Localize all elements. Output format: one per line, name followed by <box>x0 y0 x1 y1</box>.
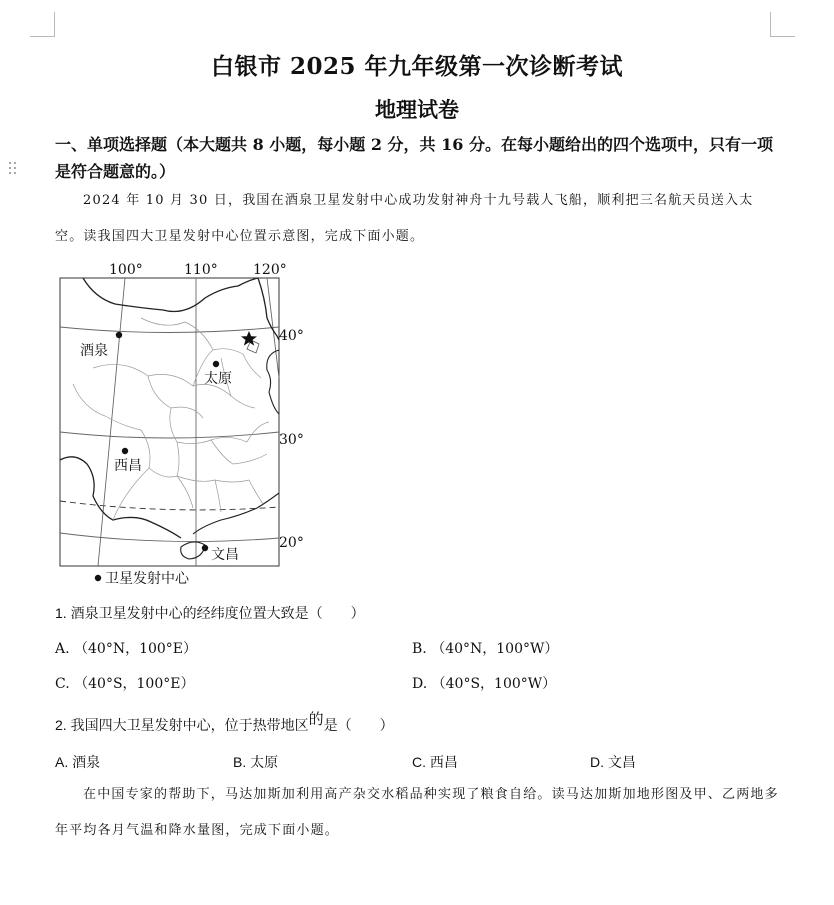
q1-option-d[interactable] <box>412 673 556 693</box>
hainan-island <box>181 542 205 559</box>
section-heading: 一、单项选择题（本大题共 8 小题，每小题 2 分，共 16 分。在每小题给出的四个选项中，只有一项是符合题意的。） <box>55 135 773 181</box>
xichang-dot <box>122 448 128 454</box>
q1-option-b[interactable] <box>412 638 558 658</box>
label-wenchang: 文昌 <box>211 547 239 563</box>
q1-option-a-text: （40°N，100°E） <box>74 641 198 657</box>
q1-option-c[interactable] <box>55 673 194 693</box>
q2-option-b[interactable] <box>233 752 278 772</box>
q1-option-a-letter: A. <box>55 641 70 657</box>
q2-option-a-letter: A. <box>55 754 69 770</box>
label-xichang: 西昌 <box>114 458 142 474</box>
label-taiyuan: 太原 <box>204 371 232 387</box>
q2-option-c-letter: C. <box>412 754 426 770</box>
legend-dot-icon <box>95 575 101 581</box>
q1-option-d-letter: D. <box>412 676 428 692</box>
q2-option-c-text: 西昌 <box>429 754 458 770</box>
legend-label: 卫星发射中心 <box>105 570 189 586</box>
q2-option-b-letter: B. <box>233 754 247 770</box>
wenchang-dot <box>202 545 208 551</box>
q1-option-b-letter: B. <box>412 641 427 657</box>
coastline-south <box>193 493 279 534</box>
exam-title: 白银市 2025 年九年级第一次诊断考试 <box>210 53 624 80</box>
q2-stem-end: 是（ ） <box>323 717 394 733</box>
q2-stem-superscript: 的 <box>308 711 324 728</box>
q2-option-a-text: 酒泉 <box>72 754 101 770</box>
q1-option-a[interactable] <box>55 638 197 658</box>
latitude-line-20 <box>60 533 279 542</box>
question-2-stem <box>55 711 394 735</box>
taiyuan-dot <box>213 361 219 367</box>
drag-handle-icon[interactable] <box>9 162 19 178</box>
q2-stem-main: 2. 我国四大卫星发射中心，位于热带地区 <box>55 717 309 733</box>
jiuquan-dot <box>116 332 122 338</box>
capital-star-icon <box>241 331 257 346</box>
question-intro-paragraph: 2024 年 10 月 30 日，我国在酒泉卫星发射中心成功发射神舟十九号载人飞船，顺利把三名航天员送入太空。读我国四大卫星发射中心位置示意图，完成下面小题。 <box>55 193 754 244</box>
northern-border <box>83 278 258 312</box>
crop-mark-top-right <box>770 12 795 37</box>
tropic-line <box>60 501 279 510</box>
crop-mark-top-left <box>30 12 55 37</box>
q2-option-a[interactable] <box>55 752 100 772</box>
question-1-stem: 1. 酒泉卫星发射中心的经纬度位置大致是（ ） <box>55 605 365 621</box>
label-jiuquan: 酒泉 <box>80 343 108 359</box>
lat-label-40: 40° <box>279 328 304 344</box>
latitude-line-40 <box>60 327 279 333</box>
lon-label-120: 120° <box>253 262 287 278</box>
q2-option-d-letter: D. <box>590 754 604 770</box>
longitude-line-100 <box>98 278 125 566</box>
q1-option-c-letter: C. <box>55 676 70 692</box>
q1-option-b-text: （40°N，100°W） <box>431 641 559 657</box>
lon-label-100: 100° <box>109 262 143 278</box>
lon-label-110: 110° <box>184 262 218 278</box>
q2-option-d[interactable] <box>590 752 636 772</box>
exam-subtitle: 地理试卷 <box>375 97 459 122</box>
q2-option-b-text: 太原 <box>250 754 279 770</box>
q2-option-c[interactable] <box>412 752 458 772</box>
lat-label-20: 20° <box>279 535 304 551</box>
launch-center-map <box>53 258 313 592</box>
lat-label-30: 30° <box>279 432 304 448</box>
map-frame <box>60 278 279 566</box>
question-intro-paragraph-2: 在中国专家的帮助下，马达加斯加利用高产杂交水稻品种实现了粮食自给。读马达加斯加地形图及甲、乙两地多年平均各月气温和降水量图，完成下面小题。 <box>55 787 779 838</box>
q2-option-d-text: 文昌 <box>607 754 636 770</box>
latitude-line-30 <box>60 432 279 438</box>
q1-option-c-text: （40°S，100°E） <box>74 676 195 692</box>
q1-option-d-text: （40°S，100°W） <box>431 676 557 692</box>
